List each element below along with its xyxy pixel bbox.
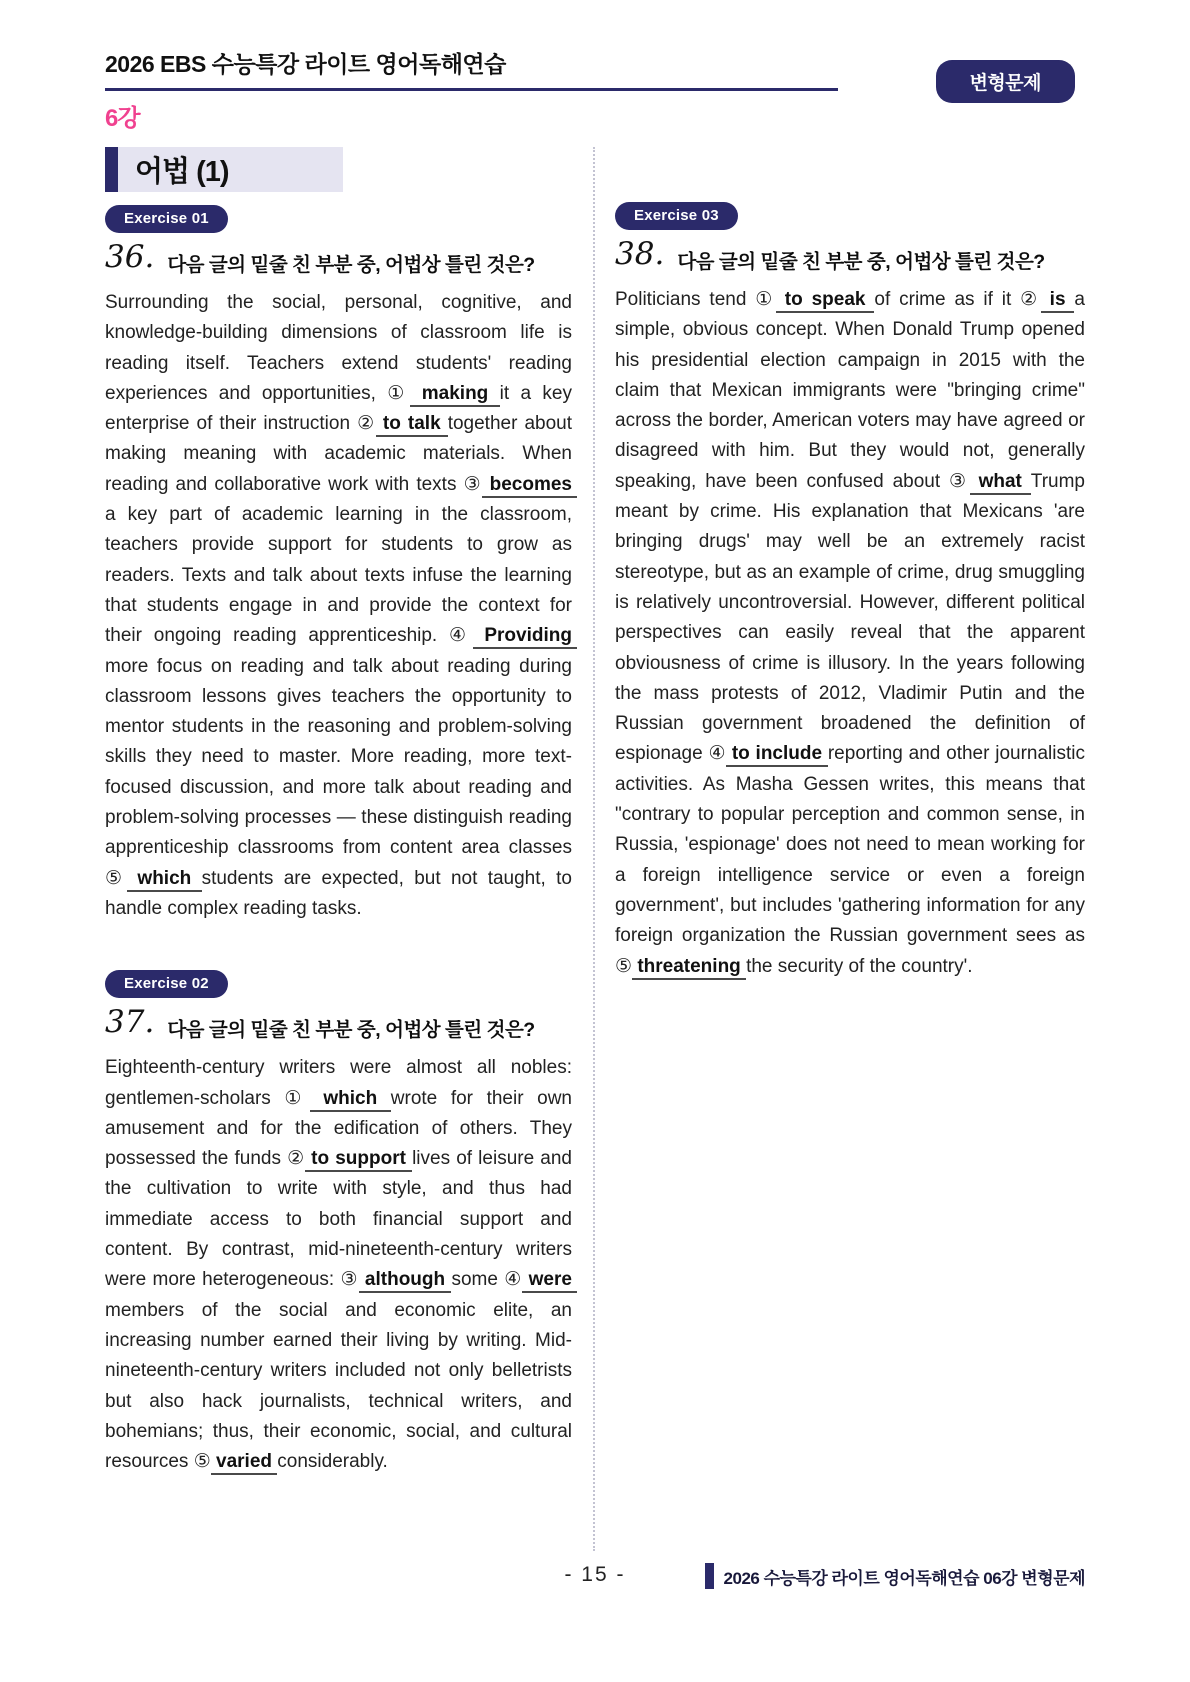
lesson-number: 6강 <box>105 105 140 132</box>
passage-37: Eighteenth-century writers were almost all nobles: gentlemen-scholars ① which wrote for their own amusement and for the edification of others. They possessed the funds ② to support lives of leisure and the cultivation to write with style, and thus had immediate access to both financial support and content. By contrast, mid-nineteenth-century writers were more heterogeneous: ③ although some ④ were members of the social and economic elite, an increasing number earned their living by writing. Mid-nineteenth-century writers included not only belletrists but also hack journalists, technical writers, and bohemians; thus, their economic, social, and cultural resources ⑤ varied considerably. <box>105 1053 572 1477</box>
book-title: 2026 EBS 수능특강 라이트 영어독해연습 <box>105 51 506 77</box>
footer-right <box>705 1563 1085 1589</box>
question-37-text: 다음 글의 밑줄 친 부분 중, 어법상 틀린 것은? <box>167 1019 535 1042</box>
question-36-number: 36. <box>105 239 155 275</box>
section-title <box>105 147 343 192</box>
exercise-03 <box>615 202 1085 982</box>
left-column <box>105 147 578 1551</box>
exercise-02 <box>105 970 578 1477</box>
question-36 <box>105 239 572 277</box>
section-title-label: 어법 (1) <box>135 156 229 188</box>
exercise-01-badge: Exercise 01 <box>105 205 228 233</box>
footer-bar-icon <box>705 1563 714 1589</box>
exercise-03-badge: Exercise 03 <box>615 202 738 230</box>
question-37 <box>105 1004 572 1042</box>
header-rule <box>105 88 838 91</box>
page-number: - 15 - <box>564 1563 626 1586</box>
exercise-02-badge: Exercise 02 <box>105 970 228 998</box>
passage-38: Politicians tend ① to speak of crime as if it ② is a simple, obvious concept. When Donald Trump opened his presidential election campaign in 2015 with the claim that Mexican immigrants were "bringing crime" across the border, American voters may have agreed or disagreed with him. But they would not, generally speaking, have been confused about ③ what Trump meant by crime. His explanation that Mexicans 'are bringing drugs' may well be an extremely racist stereotype, but as an example of crime, drug smuggling is relatively uncontroversial. However, different political perspectives can easily reveal that the apparent obviousness of crime is illusory. In the years following the mass protests of 2012, Vladimir Putin and the Russian government broadened the definition of espionage ④ to include reporting and other journalistic activities. As Masha Gessen writes, this means that "contrary to popular perception and common sense, in Russia, 'espionage' does not need to mean working for a foreign intelligence service or even a foreign government', but includes 'gathering information for any foreign organization the Russian government sees as ⑤ threatening the security of the country'. <box>615 285 1085 982</box>
question-38 <box>615 236 1085 274</box>
page-footer <box>0 1563 1190 1603</box>
page-header <box>105 46 1085 133</box>
question-38-text: 다음 글의 밑줄 친 부분 중, 어법상 틀린 것은? <box>677 251 1045 273</box>
question-36-text: 다음 글의 밑줄 친 부분 중, 어법상 틀린 것은? <box>167 254 535 276</box>
variant-problem-badge: 변형문제 <box>936 60 1075 103</box>
column-divider <box>593 147 595 1551</box>
right-column <box>615 147 1085 1551</box>
question-38-number: 38. <box>615 236 665 272</box>
page-body <box>105 147 1085 1551</box>
passage-36: Surrounding the social, personal, cognitive, and knowledge-building dimensions of classroom life is reading itself. Teachers extend students' reading experiences and opportunities, ① making it a key enterprise of their instruction ② to talk together about making meaning with academic materials. When reading and collaborative work with texts ③ becomes a key part of academic learning in the classroom, teachers provide support for students to grow as readers. Texts and talk about texts infuse the learning that students engage in and provide the context for their ongoing reading apprenticeship. ④ Providing more focus on reading and talk about reading during classroom lessons gives teachers the opportunity to mentor students in the reasoning and problem-solving skills they need to master. More reading, more text-focused discussion, and more talk about reading and problem-solving processes — these distinguish reading apprenticeship classrooms from content area classes ⑤ which students are expected, but not taught, to handle complex reading tasks. <box>105 292 578 919</box>
exercise-01 <box>105 205 578 924</box>
footer-right-text: 2026 수능특강 라이트 영어독해연습 06강 변형문제 <box>723 1568 1085 1588</box>
section-title-bar <box>105 147 118 192</box>
question-37-number: 37. <box>105 1004 155 1041</box>
